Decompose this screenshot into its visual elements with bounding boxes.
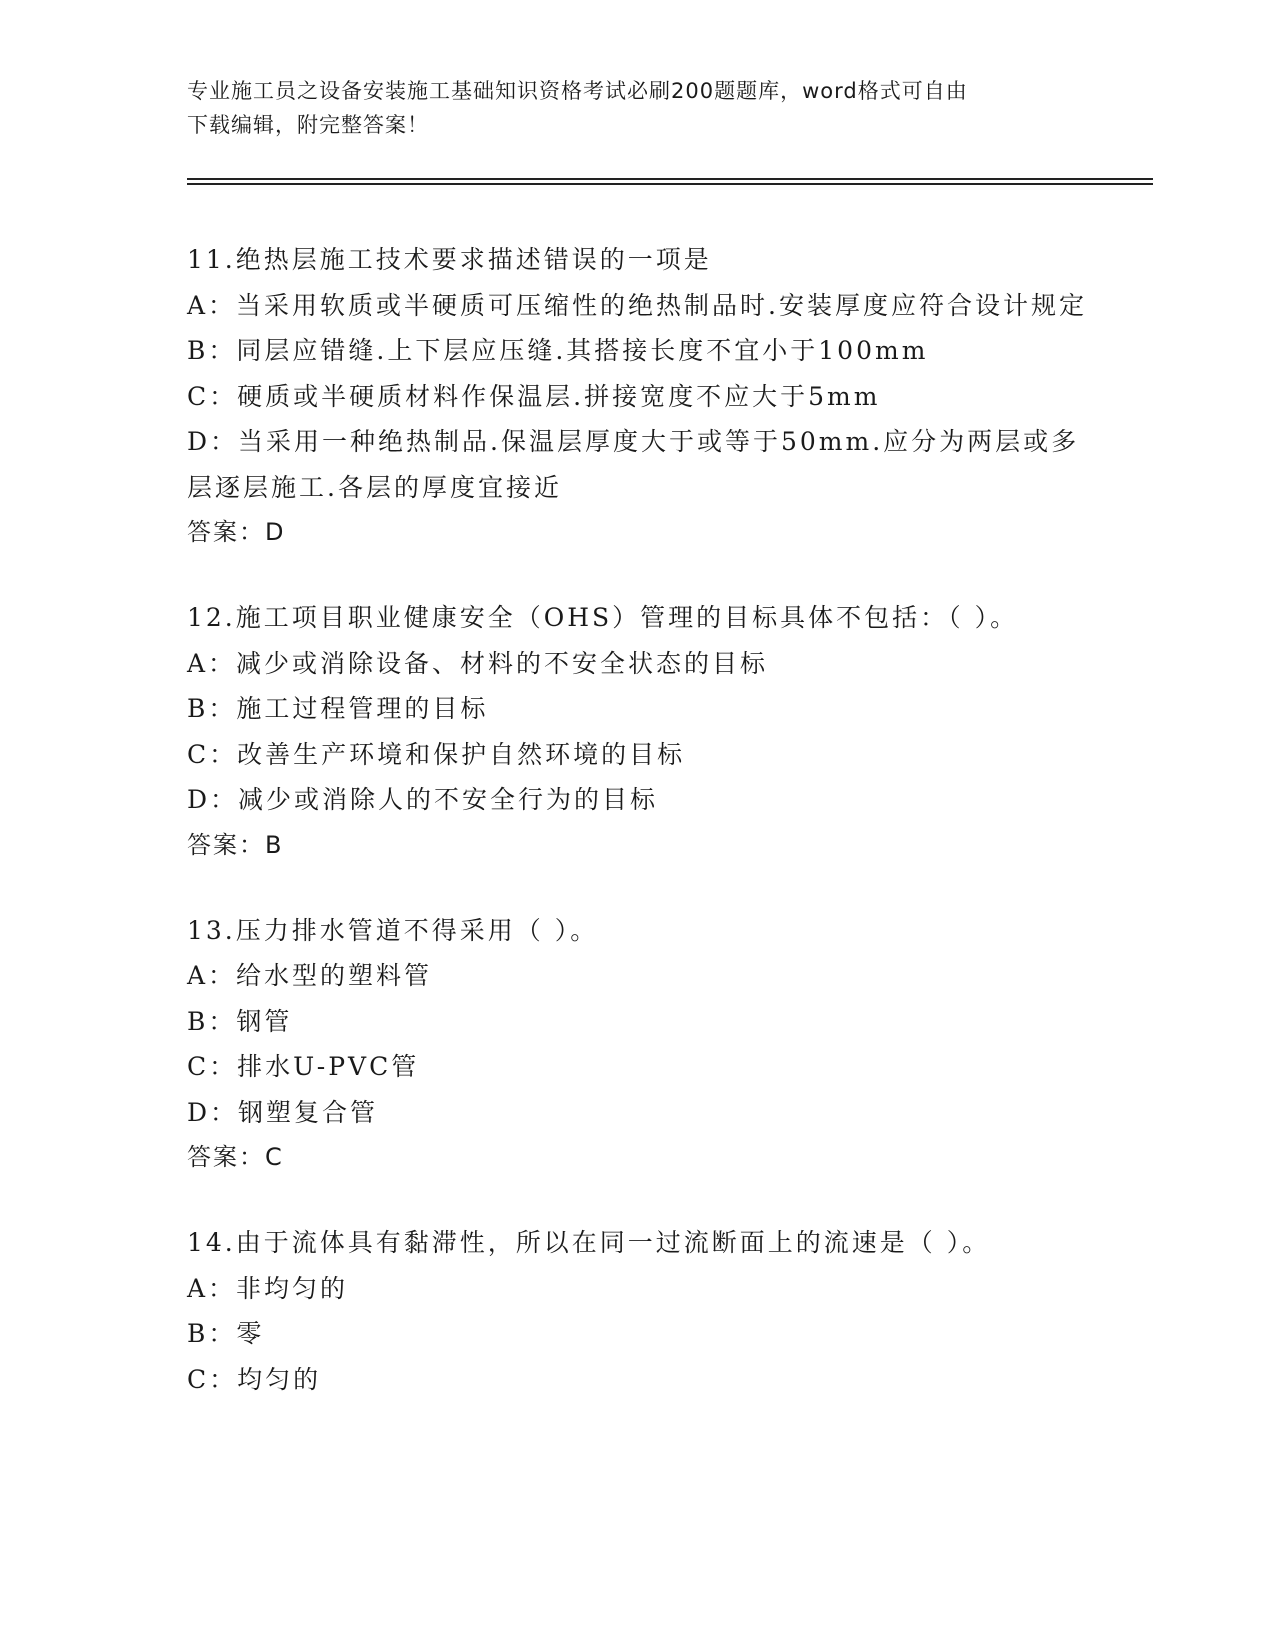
option-b: B：同层应错缝.上下层应压缝.其搭接长度不宜小于100mm — [187, 336, 929, 365]
answer-label: 答案：D — [187, 518, 286, 546]
document-header — [187, 74, 1087, 142]
option-b: B：钢管 — [187, 1006, 293, 1036]
header-divider-top — [187, 178, 1153, 180]
question-stem: 13.压力排水管道不得采用（ ）。 — [187, 915, 599, 945]
question-stem: 12.施工项目职业健康安全（OHS）管理的目标具体不包括：（ ）。 — [187, 603, 1019, 632]
question-12 — [187, 595, 1087, 868]
header-divider-bottom — [187, 183, 1153, 185]
option-c: C：改善生产环境和保护自然环境的目标 — [187, 739, 686, 769]
question-stem: 14.由于流体具有黏滞性，所以在同一过流断面上的流速是（ ）。 — [187, 1228, 991, 1257]
answer-label: 答案：B — [187, 830, 284, 859]
option-a: A：减少或消除设备、材料的不安全状态的目标 — [187, 648, 769, 678]
option-b: B：零 — [187, 1319, 265, 1348]
header-line-1: 专业施工员之设备安装施工基础知识资格考试必刷200题题库，word格式可自由 — [187, 79, 968, 103]
answer-label: 答案：C — [187, 1143, 284, 1171]
option-a: A：当采用软质或半硬质可压缩性的绝热制品时.安装厚度应符合设计规定 — [187, 290, 1088, 320]
option-c: C：均匀的 — [187, 1364, 322, 1394]
option-c: C：硬质或半硬质材料作保温层.拼接宽度不应大于5mm — [187, 381, 881, 411]
question-11 — [187, 237, 1087, 555]
question-list — [187, 237, 1087, 1442]
option-c: C：排水U-PVC管 — [187, 1052, 420, 1081]
option-b: B：施工过程管理的目标 — [187, 694, 489, 723]
option-a: A：非均匀的 — [187, 1273, 349, 1303]
question-13 — [187, 908, 1087, 1181]
option-d: D：钢塑复合管 — [187, 1097, 379, 1127]
question-14 — [187, 1220, 1087, 1402]
option-d: D：减少或消除人的不安全行为的目标 — [187, 785, 659, 814]
option-d: D：当采用一种绝热制品.保温层厚度大于或等于50mm.应分为两层或多层逐层施工.各层的厚度宜接近 — [187, 427, 1080, 502]
question-stem: 11.绝热层施工技术要求描述错误的一项是 — [187, 245, 712, 274]
header-line-2: 下载编辑，附完整答案！ — [187, 113, 429, 137]
option-a: A：给水型的塑料管 — [187, 961, 433, 990]
